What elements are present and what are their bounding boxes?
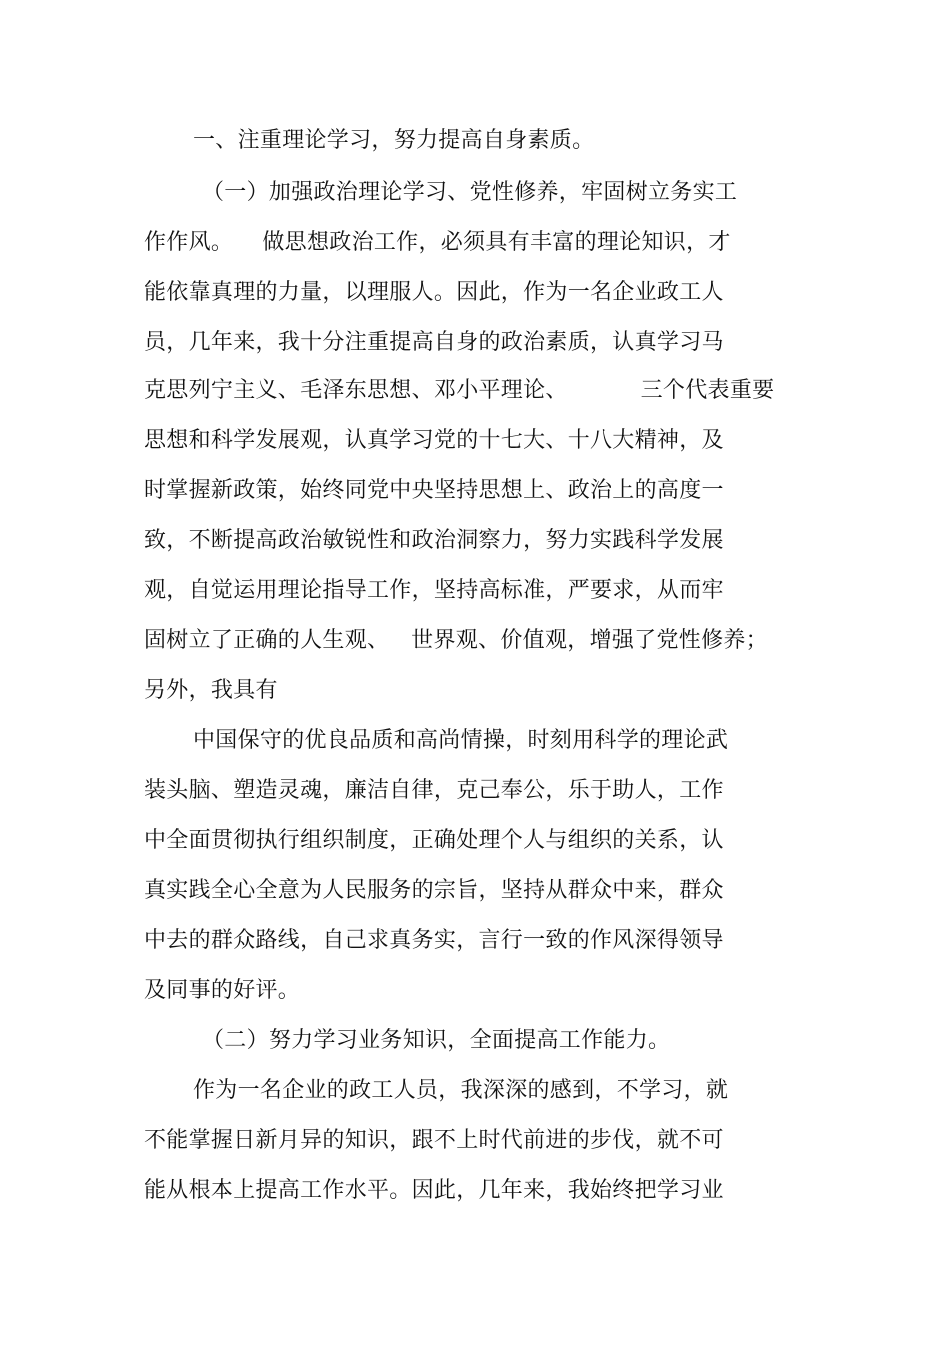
paragraph-line: 时掌握新政策，始终同党中央坚持思想上、政治上的高度一 <box>144 478 724 503</box>
paragraph-line: 不能掌握日新月异的知识，跟不上时代前进的步伐，就不可 <box>144 1128 724 1153</box>
paragraph-line: 固树立了正确的人生观、 世界观、价值观，增强了党性修养； <box>144 628 768 653</box>
paragraph-line: 另外，我具有 <box>144 678 278 703</box>
paragraph-line: 员，几年来，我十分注重提高自身的政治素质，认真学习马 <box>144 330 724 355</box>
paragraph-line: 致，不断提高政治敏锐性和政治洞察力，努力实践科学发展 <box>144 528 724 553</box>
paragraph-line: 真实践全心全意为人民服务的宗旨，坚持从群众中来，群众 <box>144 878 724 903</box>
paragraph-line: 克思列宁主义、毛泽东思想、邓小平理论、 三个代表重要 <box>144 378 775 403</box>
paragraph-line: 能依靠真理的力量，以理服人。因此，作为一名企业政工人 <box>144 280 724 305</box>
paragraph-line: 能从根本上提高工作水平。因此，几年来，我始终把学习业 <box>144 1178 724 1203</box>
paragraph-line: 思想和科学发展观，认真学习党的十七大、十八大精神，及 <box>144 428 724 453</box>
paragraph-line: 作为一名企业的政工人员，我深深的感到，不学习，就 <box>193 1078 729 1103</box>
section-heading-1: 一、注重理论学习，努力提高自身素质。 <box>193 128 595 153</box>
subsection-heading-1: （一）加强政治理论学习、党性修养，牢固树立务实工 <box>202 180 738 205</box>
paragraph-line: 作作风。 做思想政治工作，必须具有丰富的理论知识，才 <box>144 230 731 255</box>
paragraph-line: 中国保守的优良品质和高尚情操，时刻用科学的理论武 <box>193 728 729 753</box>
paragraph-line: 中去的群众路线，自己求真务实，言行一致的作风深得领导 <box>144 928 724 953</box>
subsection-heading-2: （二）努力学习业务知识，全面提高工作能力。 <box>202 1028 671 1053</box>
paragraph-line: 观，自觉运用理论指导工作，坚持高标准，严要求，从而牢 <box>144 578 724 603</box>
paragraph-line: 及同事的好评。 <box>144 978 301 1003</box>
paragraph-line: 中全面贯彻执行组织制度，正确处理个人与组织的关系，认 <box>144 828 724 853</box>
paragraph-line: 装头脑、塑造灵魂，廉洁自律，克己奉公，乐于助人，工作 <box>144 778 724 803</box>
